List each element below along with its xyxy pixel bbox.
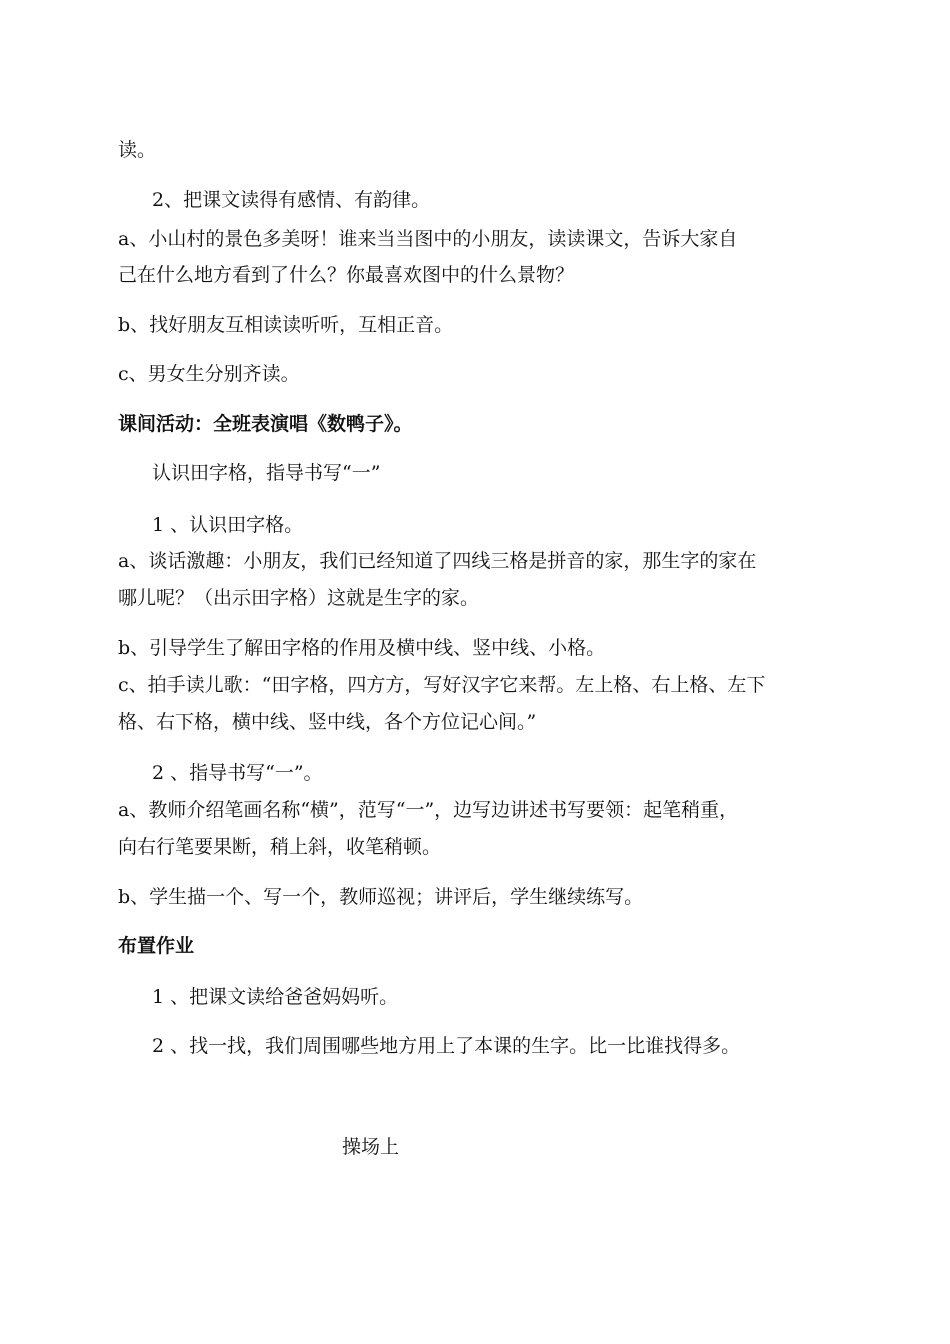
- text-line: b、找好朋友互相读读听听，互相正音。: [118, 314, 454, 336]
- text-line: c、拍手读儿歌：“田字格，四方方，写好汉字它来帮。左上格、右上格、左下: [118, 674, 766, 696]
- section-item: 2、把课文读得有感情、有韵律。: [152, 189, 431, 211]
- lesson-title: 操场上: [342, 1136, 400, 1158]
- text-line: 哪儿呢？（出示田字格）这就是生字的家。: [118, 587, 480, 609]
- text-line: 读。: [118, 139, 157, 161]
- text-line: b、学生描一个、写一个，教师巡视；讲评后，学生继续练写。: [118, 886, 644, 908]
- text-line: a、谈话激趣：小朋友，我们已经知道了四线三格是拼音的家，那生字的家在: [118, 550, 757, 572]
- text-line: 格、右下格，横中线、竖中线，各个方位记心间。”: [118, 711, 537, 733]
- text-line: c、男女生分别齐读。: [118, 363, 300, 385]
- section-heading: 布置作业: [118, 935, 195, 957]
- homework-item: 2 、找一找，我们周围哪些地方用上了本课的生字。比一比谁找得多。: [152, 1035, 741, 1057]
- section-heading: 课间活动：全班表演唱《数鸭子》。: [118, 413, 413, 435]
- section-item: 1 、认识田字格。: [152, 514, 304, 536]
- text-line: a、小山村的景色多美呀！谁来当当图中的小朋友，读读课文，告诉大家自: [118, 228, 738, 250]
- text-line: 向右行笔要果断，稍上斜，收笔稍顿。: [118, 836, 442, 858]
- text-line: 己在什么地方看到了什么？你最喜欢图中的什么景物？: [118, 264, 575, 286]
- homework-item: 1 、把课文读给爸爸妈妈听。: [152, 986, 399, 1008]
- text-line: a、教师介绍笔画名称“横”，范写“一”，边写边讲述书写要领：起笔稍重，: [118, 799, 739, 821]
- section-heading-plain: 认识田字格，指导书写“一”: [152, 462, 381, 484]
- section-item: 2 、指导书写“一”。: [152, 762, 323, 784]
- text-line: b、引导学生了解田字格的作用及横中线、竖中线、小格。: [118, 637, 606, 659]
